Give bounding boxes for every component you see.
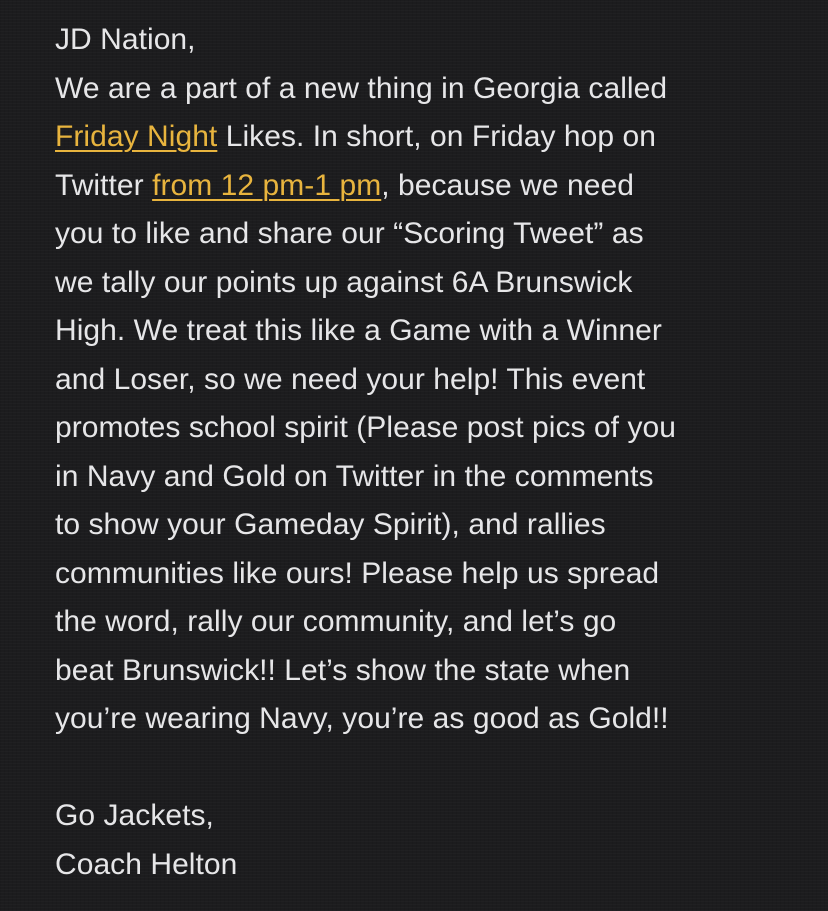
body-line-3 <box>55 162 815 211</box>
note-body[interactable] <box>55 16 815 889</box>
body-line-2-text: Likes. In short, on Friday hop on <box>217 120 656 153</box>
body-line-14: you’re wearing Navy, you’re as good as Gold!! <box>55 702 669 735</box>
body-line-3-text: , because we need <box>381 168 634 202</box>
body-line-5: we tally our points up against 6A Brunswick <box>55 265 633 299</box>
body-line-13: beat Brunswick!! Let’s show the state when <box>55 653 631 687</box>
closing: Go Jackets, <box>55 799 214 832</box>
body-line-7: and Loser, so we need your help! This event <box>55 362 646 396</box>
body-line-12: the word, rally our community, and let’s go <box>55 605 617 638</box>
blank-line <box>55 744 815 793</box>
body-line-9: in Navy and Gold on Twitter in the comments <box>55 459 654 493</box>
body-line-8: promotes school spirit (Please post pics of you <box>55 411 676 444</box>
body-line-1: We are a part of a new thing in Georgia called <box>55 71 668 105</box>
friday-night-link[interactable]: Friday Night <box>55 120 218 153</box>
greeting: JD Nation, <box>55 23 196 56</box>
signature: Coach Helton <box>55 847 238 881</box>
body-line-4: you to like and share our “Scoring Tweet” as <box>55 217 644 250</box>
body-line-3-prefix: Twitter <box>55 168 153 202</box>
body-line-11: communities like ours! Please help us spread <box>55 556 660 590</box>
body-line-6: High. We treat this like a Game with a Winner <box>55 314 662 347</box>
body-line-10: to show your Gameday Spirit), and rallies <box>55 508 606 541</box>
body-line-2 <box>55 113 815 162</box>
time-range-link[interactable]: from 12 pm-1 pm <box>152 168 382 202</box>
